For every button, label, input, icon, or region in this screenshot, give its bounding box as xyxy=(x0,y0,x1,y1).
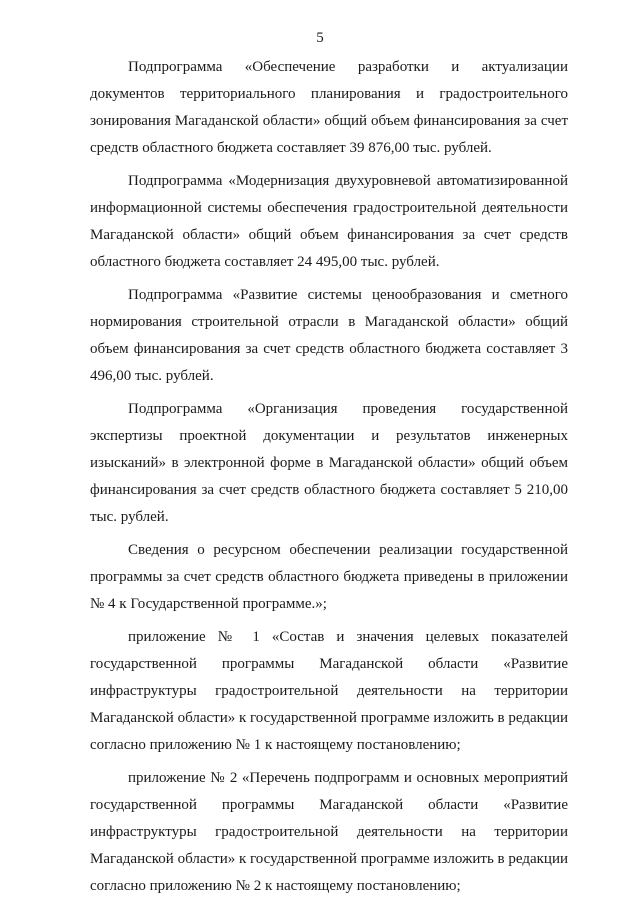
paragraph-subprogram-state-expertise: Подпрограмма «Организация проведения государственной экспертизы проектной документации и результатов инженерных изысканий» в электронной форме в Магаданской области» общий объем финансирования за счет средств областного бюджета составляет 5 210,00 тыс. рублей. xyxy=(90,401,568,525)
paragraph-subprogram-information-system: Подпрограмма «Модернизация двухуровневой автоматизированной информационной системы обеспечения градостроительной деятельности Магаданской области» общий объем финансирования за счет средств областного бюджета составляет 24 495,00 тыс. рублей. xyxy=(90,173,568,270)
paragraph-subprogram-pricing-system: Подпрограмма «Развитие системы ценообразования и сметного нормирования строительной отрасли в Магаданской области» общий объем финансирования за счет средств областного бюджета составляет 3 496,00 тыс. рублей. xyxy=(90,287,568,384)
paragraph-resource-info: Сведения о ресурсном обеспечении реализации государственной программы за счет средств областного бюджета приведены в приложении № 4 к Государственной программе.»; xyxy=(90,542,568,612)
paragraph-appendix-1: приложение № 1 «Состав и значения целевых показателей государственной программы Магаданской области «Развитие инфраструктуры градостроительной деятельности на территории Магаданской области» к государственной программе изложить в редакции согласно приложению № 1 к настоящему постановлению; xyxy=(90,629,568,753)
document-body xyxy=(90,54,568,906)
paragraph-subprogram-territorial-planning: Подпрограмма «Обеспечение разработки и актуализации документов территориального планирования и градостроительного зонирования Магаданской области» общий объем финансирования за счет средств областного бюджета составляет 39 876,00 тыс. рублей. xyxy=(90,59,568,156)
paragraph-appendix-2: приложение № 2 «Перечень подпрограмм и основных мероприятий государственной программы Магаданской области «Развитие инфраструктуры градостроительной деятельности на территории Магаданской области» к государственной программе изложить в редакции согласно приложению № 2 к настоящему постановлению; xyxy=(90,770,568,894)
page-number: 5 xyxy=(316,30,324,46)
